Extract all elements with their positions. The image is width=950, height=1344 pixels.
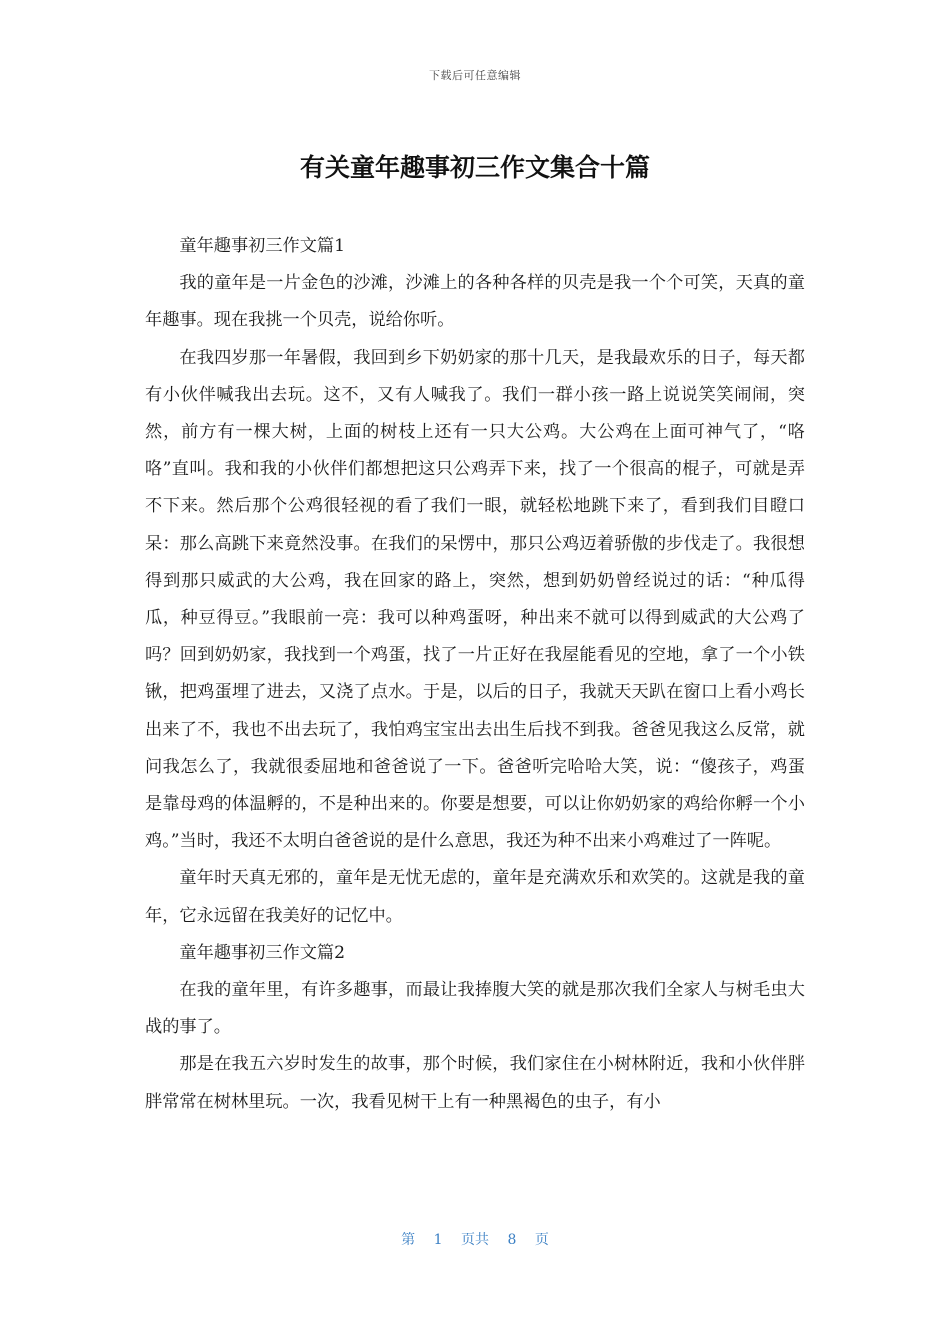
page-footer — [0, 1229, 950, 1249]
footer-page-number: 1 — [433, 1232, 443, 1248]
footer-prefix: 第 — [401, 1232, 416, 1248]
footer-suffix: 页 — [534, 1232, 549, 1248]
document-title: 有关童年趣事初三作文集合十篇 — [299, 153, 650, 182]
paragraph: 那是在我五六岁时发生的故事，那个时候，我们家住在小树林附近，我和小伙伴胖胖常常在树林里玩。一次，我看见树干上有一种黑褐色的虫子，有小 — [145, 1054, 805, 1112]
header-note: 下载后可任意编辑 — [429, 69, 521, 82]
section-heading-1: 童年趣事初三作文篇1 — [179, 236, 346, 256]
paragraph: 童年时天真无邪的，童年是无忧无虑的，童年是充满欢乐和欢笑的。这就是我的童年，它永远留在我美好的记忆中。 — [145, 868, 805, 926]
paragraph: 在我的童年里，有许多趣事，而最让我捧腹大笑的就是那次我们全家人与树毛虫大战的事了。 — [145, 980, 805, 1038]
footer-total-pages: 8 — [507, 1232, 517, 1248]
footer-middle: 页共 — [461, 1232, 489, 1248]
document-body — [145, 228, 805, 1121]
paragraph: 在我四岁那一年暑假，我回到乡下奶奶家的那十几天，是我最欢乐的日子，每天都有小伙伴喊我出去玩。这不，又有人喊我了。我们一群小孩一路上说说笑笑闹闹，突然，前方有一棵大树，上面的树枝上还有一只大公鸡。大公鸡在上面可神气了，“咯咯”直叫。我和我的小伙伴们都想把这只公鸡弄下来，找了一个很高的棍子，可就是弄不下来。然后那个公鸡很轻视的看了我们一眼，就轻松地跳下来了，看到我们目瞪口呆：那么高跳下来竟然没事。在我们的呆愣中，那只公鸡迈着骄傲的步伐走了。我很想得到那只威武的大公鸡，我在回家的路上，突然，想到奶奶曾经说过的话：“种瓜得瓜，种豆得豆。”我眼前一亮：我可以种鸡蛋呀，种出来不就可以得到威武的大公鸡了吗？回到奶奶家，我找到一个鸡蛋，找了一片正好在我屋能看见的空地，拿了一个小铁锹，把鸡蛋埋了进去，又浇了点水。于是，以后的日子，我就天天趴在窗口上看小鸡长出来了不，我也不出去玩了，我怕鸡宝宝出去出生后找不到我。爸爸见我这么反常，就问我怎么了，我就很委屈地和爸爸说了一下。爸爸听完哈哈大笑，说：“傻孩子，鸡蛋是靠母鸡的体温孵的，不是种出来的。你要是想要，可以让你奶奶家的鸡给你孵一个小鸡。”当时，我还不太明白爸爸说的是什么意思，我还为种不出来小鸡难过了一阵呢。 — [145, 347, 805, 852]
paragraph: 我的童年是一片金色的沙滩，沙滩上的各种各样的贝壳是我一个个可笑，天真的童年趣事。现在我挑一个贝壳，说给你听。 — [145, 273, 805, 331]
section-heading-2: 童年趣事初三作文篇2 — [179, 942, 346, 963]
